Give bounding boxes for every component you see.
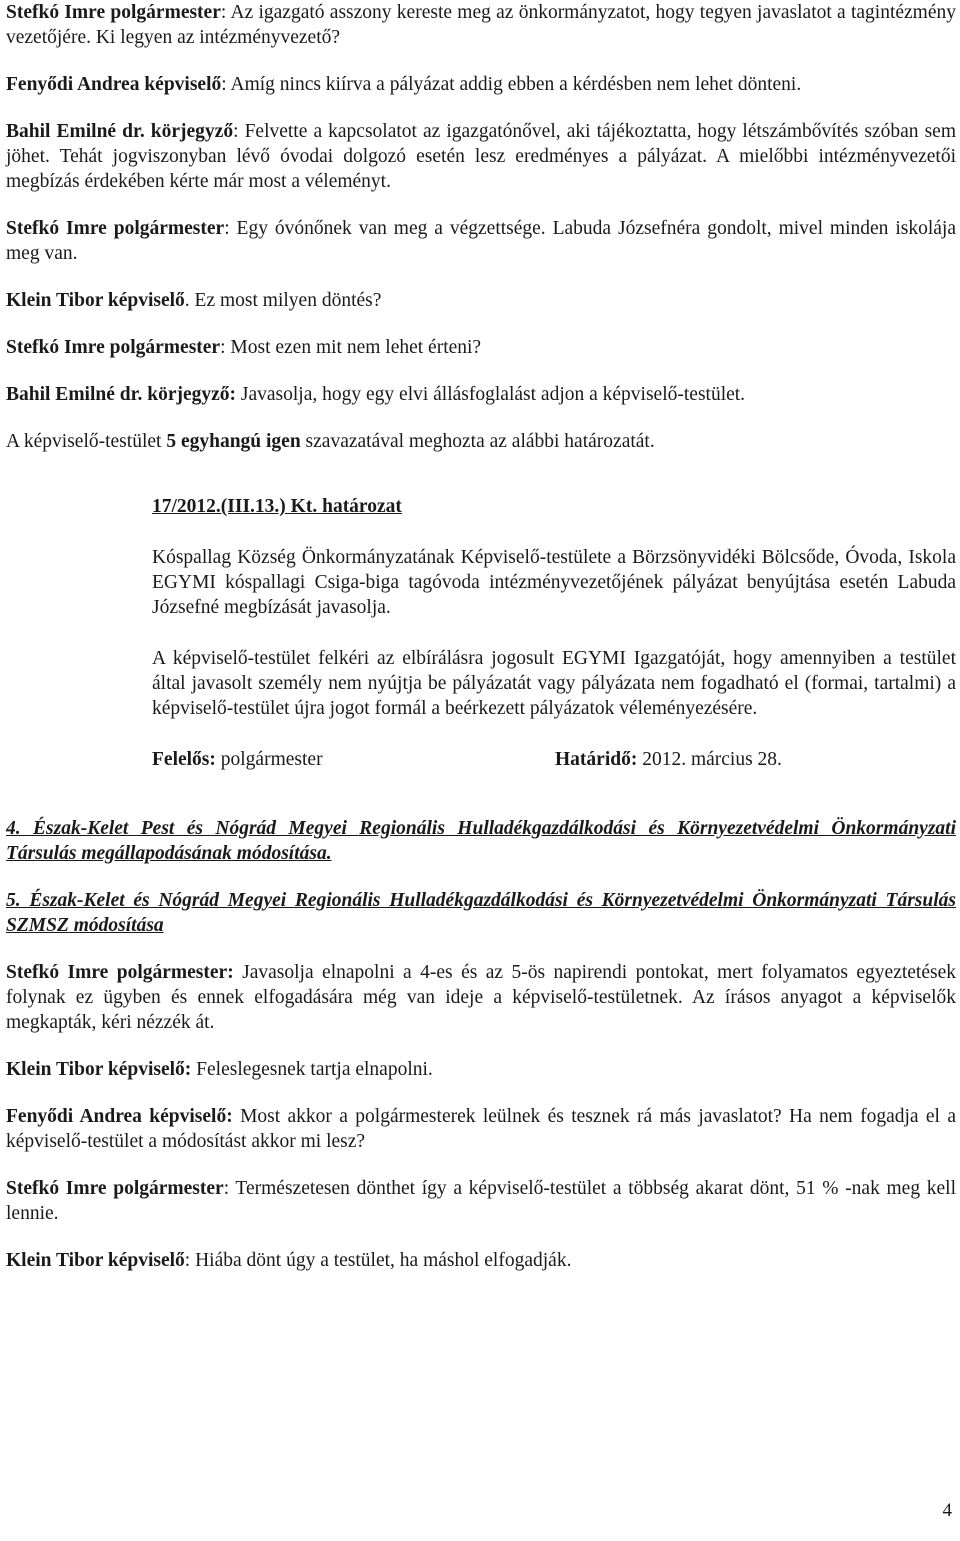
responsibility-line bbox=[152, 747, 956, 772]
resolution-paragraph-2: A képviselő-testület felkéri az elbírálásra jogosult EGYMI Igazgatóját, hogy amennyiben a testület által javasolt személy nem nyújtja be pályázatát vagy pályázata nem fogadható el (formai, tartalmi) a képviselő-testület újra jogot formál a beérkezett pályázatok véleményezésére. bbox=[152, 648, 956, 719]
paragraph-mayor-2: Stefkó Imre polgármester: Egy óvónőnek van meg a végzettsége. Labuda Józsefnéra gondolt, mivel minden iskolája meg van. bbox=[6, 218, 956, 264]
vote-statement: A képviselő-testület 5 egyhangú igen szavazatával meghozta az alábbi határozatát. bbox=[6, 431, 655, 452]
discussion-klein-2: Klein Tibor képviselő: Hiába dönt úgy a testület, ha máshol elfogadják. bbox=[6, 1250, 572, 1271]
document-page bbox=[6, 0, 956, 1273]
agenda-item-5-heading: 5. Észak-Kelet és Nógrád Megyei Regionális Hulladékgazdálkodási és Környezetvédelmi Önkormányzati Társulás SZMSZ módosítása bbox=[6, 890, 956, 936]
speaker-name: Bahil Emilné dr. körjegyző bbox=[6, 121, 234, 142]
speaker-name: Bahil Emilné dr. körjegyző: bbox=[6, 384, 237, 405]
page-number: 4 bbox=[942, 1500, 952, 1521]
resolution-number: 17/2012.(III.13.) Kt. határozat bbox=[152, 496, 402, 517]
speaker-name: Klein Tibor képviselő: bbox=[6, 1059, 192, 1080]
paragraph-mayor-3: Stefkó Imre polgármester: Most ezen mit nem lehet érteni? bbox=[6, 337, 482, 358]
agenda-item-4-heading: 4. Észak-Kelet Pest és Nógrád Megyei Regionális Hulladékgazdálkodási és Környezetvédelmi Önkormányzati Társulás megállapodásának módosítása. bbox=[6, 818, 956, 864]
paragraph-klein-1: Klein Tibor képviselő. Ez most milyen döntés? bbox=[6, 290, 382, 311]
speaker-name: Stefkó Imre polgármester bbox=[6, 1178, 224, 1199]
speaker-name: Stefkó Imre polgármester bbox=[6, 218, 225, 239]
speaker-name: Stefkó Imre polgármester bbox=[6, 337, 221, 358]
paragraph-mayor-1: Stefkó Imre polgármester: Az igazgató asszony kereste meg az önkormányzatot, hogy tegyen javaslatot a tagintézmény vezetőjére. Ki legyen az intézményvezető? bbox=[6, 2, 956, 48]
paragraph-notary-2: Bahil Emilné dr. körjegyző: Javasolja, hogy egy elvi állásfoglalást adjon a képviselő-testület. bbox=[6, 384, 746, 405]
speaker-name: Stefkó Imre polgármester bbox=[6, 2, 221, 23]
discussion-klein-1: Klein Tibor képviselő: Feleslegesnek tartja elnapolni. bbox=[6, 1059, 433, 1080]
speaker-name: Stefkó Imre polgármester: bbox=[6, 962, 234, 983]
paragraph-notary-1: Bahil Emilné dr. körjegyző: Felvette a kapcsolatot az igazgatónővel, aki tájékoztatta, hogy létszámbővítés szóban sem jöhet. Tehát jogviszonyban lévő óvodai dolgozó esetén lesz eredményes a pályázat. A mielőbbi intézményvezetői megbízás érdekében kérte már most a véleményt. bbox=[6, 121, 956, 192]
speaker-name: Klein Tibor képviselő bbox=[6, 1250, 185, 1271]
speaker-name: Klein Tibor képviselő bbox=[6, 290, 185, 311]
deadline: Határidő: 2012. március 28. bbox=[555, 749, 782, 770]
discussion-mayor-2: Stefkó Imre polgármester: Természetesen dönthet így a képviselő-testület a többség akarat dönt, 51 % -nak meg kell lennie. bbox=[6, 1178, 956, 1224]
paragraph-fenyodi-1: Fenyődi Andrea képviselő: Amíg nincs kiírva a pályázat addig ebben a kérdésben nem lehet dönteni. bbox=[6, 74, 802, 95]
discussion-mayor-1: Stefkó Imre polgármester: Javasolja elnapolni a 4-es és az 5-ös napirendi pontokat, mert folyamatos egyeztetések folynak ez ügyben és ennek elfogadására még van ideje a képviselő-testületnek. Az írásos anyagot a képviselők megkapták, kéri nézzék át. bbox=[6, 962, 956, 1033]
resolution-paragraph-1: Kóspallag Község Önkormányzatának Képviselő-testülete a Börzsönyvidéki Bölcsőde, Óvoda, Iskola EGYMI kóspallagi Csiga-biga tagóvoda intézményvezetőjének pályázat benyújtása esetén Labuda Józsefné megbízását javasolja. bbox=[152, 547, 956, 618]
responsible: Felelős: polgármester bbox=[152, 749, 323, 770]
discussion-fenyodi-1: Fenyődi Andrea képviselő: Most akkor a polgármesterek leülnek és tesznek rá más javaslatot? Ha nem fogadja el a képviselő-testület a módosítást akkor mi lesz? bbox=[6, 1106, 956, 1152]
speaker-name: Fenyődi Andrea képviselő bbox=[6, 74, 222, 95]
speaker-name: Fenyődi Andrea képviselő: bbox=[6, 1106, 233, 1127]
